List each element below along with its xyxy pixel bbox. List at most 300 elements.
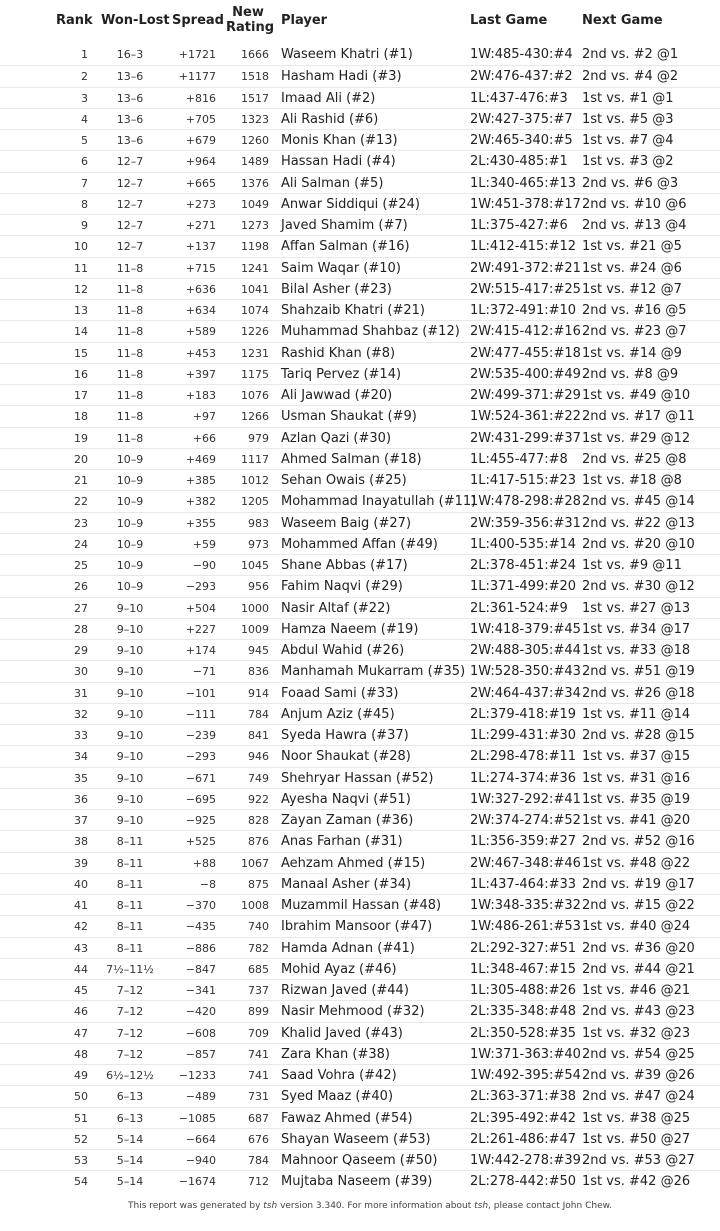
rank-cell: 41: [74, 899, 88, 912]
last-game-cell: 1W:492-395:#54: [470, 1068, 581, 1083]
won-lost-cell: 10–9: [116, 537, 144, 551]
new-rating-cell: 1517: [241, 91, 269, 105]
new-rating-cell: 914: [248, 686, 269, 700]
last-game-cell: 1L:417-515:#23: [470, 473, 577, 488]
player-cell: Manhamah Mukarram (#35): [281, 664, 466, 680]
rank-cell: 1: [81, 48, 88, 61]
won-lost-cell: 10–9: [116, 580, 144, 594]
rank-cell: 44: [74, 962, 88, 976]
spread-cell: −71: [192, 665, 216, 679]
won-lost-cell: 11–8: [116, 367, 144, 381]
spread-cell: −420: [185, 1005, 216, 1019]
header-rank: Rank: [56, 13, 93, 28]
next-game-cell: 2nd vs. #4 @2: [582, 69, 679, 85]
table-row: [0, 257, 720, 278]
table-row: [0, 618, 720, 639]
won-lost-cell: 16–3: [116, 48, 144, 61]
player-cell: Anwar Siddiqui (#24): [281, 196, 421, 212]
next-game-cell: 2nd vs. #53 @27: [582, 1153, 695, 1168]
spread-cell: +397: [185, 367, 216, 381]
player-cell: Manaal Asher (#34): [281, 876, 412, 892]
player-cell: Shane Abbas (#17): [281, 558, 408, 573]
next-game-cell: 2nd vs. #51 @19: [582, 664, 695, 680]
table-row: [0, 1085, 720, 1106]
next-game-cell: 1st vs. #31 @16: [582, 770, 691, 786]
spread-cell: −90: [192, 559, 216, 572]
spread-cell: −847: [185, 962, 216, 976]
last-game-cell: 2W:467-348:#46: [470, 855, 581, 871]
table-row: [0, 448, 720, 469]
last-game-cell: 2L:278-442:#50: [470, 1174, 577, 1190]
spread-cell: +816: [185, 91, 216, 105]
last-game-cell: 1W:442-278:#39: [470, 1153, 581, 1168]
new-rating-cell: 876: [248, 835, 269, 849]
table-row: [0, 299, 720, 320]
rank-cell: 3: [81, 91, 88, 105]
new-rating-cell: 956: [248, 580, 269, 594]
last-game-cell: 1W:371-363:#40: [470, 1046, 581, 1062]
rank-cell: 31: [74, 686, 88, 700]
rank-cell: 32: [74, 707, 88, 721]
next-game-cell: 1st vs. #40 @24: [582, 919, 691, 935]
next-game-cell: 1st vs. #38 @25: [582, 1110, 691, 1126]
player-cell: Mohammed Affan (#49): [281, 536, 438, 552]
spread-cell: +88: [192, 856, 216, 870]
last-game-cell: 2W:374-274:#52: [470, 813, 581, 828]
rank-cell: 14: [74, 325, 88, 339]
player-cell: Nasir Altaf (#22): [281, 600, 391, 616]
new-rating-cell: 1074: [241, 304, 269, 317]
new-rating-cell: 1008: [241, 899, 269, 912]
table-row: [0, 108, 720, 129]
won-lost-cell: 11–8: [116, 346, 144, 360]
spread-cell: +66: [192, 431, 216, 445]
header-won-lost: Won-Lost: [101, 13, 170, 28]
last-game-cell: 2W:427-375:#7: [470, 111, 573, 127]
player-cell: Abdul Wahid (#26): [281, 643, 405, 658]
table-row: [0, 44, 720, 65]
new-rating-cell: 1000: [241, 601, 269, 615]
last-game-cell: 1L:371-499:#20: [470, 579, 577, 595]
rank-cell: 12: [74, 282, 88, 296]
last-game-cell: 2W:488-305:#44: [470, 643, 581, 658]
next-game-cell: 1st vs. #34 @17: [582, 621, 691, 637]
spread-cell: −370: [185, 899, 216, 912]
player-cell: Tariq Pervez (#14): [281, 366, 402, 382]
last-game-cell: 2L:395-492:#42: [470, 1110, 577, 1126]
player-cell: Shehryar Hassan (#52): [281, 770, 434, 786]
footer-text-1: This report was generated by: [128, 1201, 264, 1211]
won-lost-cell: 6–13: [116, 1090, 144, 1104]
player-cell: Aehzam Ahmed (#15): [281, 855, 426, 871]
rank-cell: 48: [74, 1047, 88, 1061]
spread-cell: +227: [185, 622, 216, 636]
rank-cell: 45: [74, 984, 88, 997]
rank-cell: 43: [74, 941, 88, 955]
next-game-cell: 2nd vs. #17 @11: [582, 409, 695, 425]
next-game-cell: 2nd vs. #47 @24: [582, 1089, 695, 1105]
next-game-cell: 2nd vs. #26 @18: [582, 685, 695, 701]
header-last-game: Last Game: [470, 13, 548, 28]
spread-cell: −608: [185, 1026, 216, 1040]
new-rating-cell: 983: [248, 516, 269, 530]
new-rating-cell: 899: [248, 1005, 269, 1019]
won-lost-cell: 9–10: [116, 665, 144, 679]
player-cell: Usman Shaukat (#9): [281, 409, 417, 425]
table-row: [0, 150, 720, 171]
spread-cell: −341: [185, 984, 216, 997]
spread-cell: +97: [192, 410, 216, 424]
last-game-cell: 1W:486-261:#53: [470, 919, 581, 935]
last-game-cell: 1W:348-335:#32: [470, 898, 581, 913]
rank-cell: 13: [74, 304, 88, 317]
player-cell: Nasir Mehmood (#32): [281, 1004, 425, 1020]
rank-cell: 7: [81, 176, 88, 190]
next-game-cell: 1st vs. #35 @19: [582, 791, 691, 807]
rank-cell: 50: [74, 1090, 88, 1104]
next-game-cell: 1st vs. #49 @10: [582, 388, 691, 403]
table-row: [0, 469, 720, 490]
next-game-cell: 2nd vs. #10 @6: [582, 196, 687, 212]
table-row: [0, 745, 720, 766]
rank-cell: 21: [74, 474, 88, 487]
table-row: [0, 1064, 720, 1085]
table-row: [0, 703, 720, 724]
won-lost-cell: 9–10: [116, 729, 144, 742]
player-cell: Ali Rashid (#6): [281, 111, 379, 127]
spread-cell: +525: [185, 835, 216, 849]
spread-cell: +453: [185, 346, 216, 360]
next-game-cell: 1st vs. #18 @8: [582, 473, 682, 488]
rank-cell: 6: [81, 155, 88, 169]
spread-cell: +183: [185, 389, 216, 402]
new-rating-cell: 1041: [241, 282, 269, 296]
table-row: [0, 1000, 720, 1021]
table-row: [0, 958, 720, 979]
won-lost-cell: 7–12: [116, 1047, 144, 1061]
header-spread: Spread: [172, 13, 224, 28]
last-game-cell: 1L:437-464:#33: [470, 876, 577, 892]
last-game-cell: 2L:298-478:#11: [470, 749, 577, 765]
table-row: [0, 873, 720, 894]
next-game-cell: 1st vs. #33 @18: [582, 643, 691, 658]
rank-cell: 29: [74, 644, 88, 657]
new-rating-cell: 784: [248, 707, 269, 721]
last-game-cell: 2W:415-412:#16: [470, 324, 581, 340]
won-lost-cell: 9–10: [116, 771, 144, 785]
last-game-cell: 1W:327-292:#41: [470, 791, 581, 807]
rank-cell: 23: [74, 516, 88, 530]
new-rating-cell: 1009: [241, 622, 269, 636]
next-game-cell: 2nd vs. #20 @10: [582, 536, 695, 552]
rank-cell: 16: [74, 367, 88, 381]
won-lost-cell: 11–8: [116, 431, 144, 445]
player-cell: Zayan Zaman (#36): [281, 813, 414, 828]
footer-program: tsh: [263, 1201, 278, 1211]
next-game-cell: 2nd vs. #19 @17: [582, 876, 695, 892]
player-cell: Mujtaba Naseem (#39): [281, 1174, 433, 1190]
table-row: [0, 1107, 720, 1128]
player-cell: Rizwan Javed (#44): [281, 983, 409, 998]
player-cell: Mahnoor Qaseem (#50): [281, 1153, 438, 1168]
player-cell: Ibrahim Mansoor (#47): [281, 919, 433, 935]
next-game-cell: 2nd vs. #13 @4: [582, 218, 687, 233]
last-game-cell: 1W:478-298:#28: [470, 494, 581, 510]
rank-cell: 15: [74, 346, 88, 360]
next-game-cell: 2nd vs. #30 @12: [582, 579, 695, 595]
last-game-cell: 2W:515-417:#25: [470, 281, 581, 297]
rank-cell: 49: [74, 1069, 88, 1082]
new-rating-cell: 782: [248, 941, 269, 955]
spread-cell: −239: [185, 729, 216, 742]
spread-cell: −111: [185, 707, 216, 721]
won-lost-cell: 11–8: [116, 389, 144, 402]
player-cell: Fawaz Ahmed (#54): [281, 1110, 413, 1126]
next-game-cell: 1st vs. #1 @1: [582, 90, 674, 106]
spread-cell: +705: [185, 112, 216, 126]
spread-cell: +355: [185, 516, 216, 530]
last-game-cell: 1L:372-491:#10: [470, 303, 577, 318]
table-row: [0, 512, 720, 533]
next-game-cell: 2nd vs. #39 @26: [582, 1068, 695, 1083]
table-row: [0, 533, 720, 554]
player-cell: Imaad Ali (#2): [281, 90, 376, 106]
won-lost-cell: 13–6: [116, 91, 144, 105]
rank-cell: 20: [74, 452, 88, 466]
spread-cell: +469: [185, 452, 216, 466]
player-cell: Anjum Aziz (#45): [281, 706, 395, 722]
new-rating-cell: 712: [248, 1175, 269, 1189]
next-game-cell: 1st vs. #9 @11: [582, 558, 682, 573]
rank-cell: 18: [74, 410, 88, 424]
last-game-cell: 2L:350-528:#35: [470, 1025, 577, 1041]
new-rating-cell: 1226: [241, 325, 269, 339]
spread-cell: −1233: [178, 1069, 216, 1082]
spread-cell: −940: [185, 1154, 216, 1167]
table-row: [0, 65, 720, 86]
spread-cell: +636: [185, 282, 216, 296]
last-game-cell: 1W:528-350:#43: [470, 664, 581, 680]
table-row: [0, 639, 720, 660]
last-game-cell: 1L:455-477:#8: [470, 451, 568, 467]
new-rating-cell: 946: [248, 750, 269, 764]
last-game-cell: 1W:418-379:#45: [470, 621, 581, 637]
next-game-cell: 1st vs. #24 @6: [582, 260, 682, 276]
table-row: [0, 87, 720, 108]
player-cell: Foaad Sami (#33): [281, 685, 399, 701]
last-game-cell: 2W:431-299:#37: [470, 430, 581, 446]
won-lost-cell: 12–7: [116, 155, 144, 169]
spread-cell: +137: [185, 240, 216, 254]
next-game-cell: 1st vs. #7 @4: [582, 133, 674, 148]
table-row: [0, 554, 720, 575]
won-lost-cell: 8–11: [116, 856, 144, 870]
won-lost-cell: 5–14: [116, 1154, 144, 1167]
rank-cell: 37: [74, 814, 88, 827]
spread-cell: +273: [185, 197, 216, 211]
new-rating-cell: 1198: [241, 240, 269, 254]
new-rating-cell: 1076: [241, 389, 269, 402]
won-lost-cell: 13–6: [116, 70, 144, 84]
last-game-cell: 2W:491-372:#21: [470, 260, 581, 276]
new-rating-cell: 1175: [241, 367, 269, 381]
table-row: [0, 384, 720, 405]
table-row: [0, 660, 720, 681]
player-cell: Saad Vohra (#42): [281, 1068, 397, 1083]
rank-cell: 47: [74, 1026, 88, 1040]
rank-cell: 22: [74, 495, 88, 509]
last-game-cell: 2L:335-348:#48: [470, 1004, 577, 1020]
player-cell: Syed Maaz (#40): [281, 1089, 394, 1105]
player-cell: Affan Salman (#16): [281, 239, 410, 255]
won-lost-cell: 12–7: [116, 240, 144, 254]
player-cell: Saim Waqar (#10): [281, 260, 401, 276]
player-cell: Muzammil Hassan (#48): [281, 898, 442, 913]
player-cell: Ali Salman (#5): [281, 175, 384, 191]
won-lost-cell: 8–11: [116, 835, 144, 849]
rank-cell: 51: [74, 1111, 88, 1125]
rank-cell: 25: [74, 559, 88, 572]
last-game-cell: 2W:476-437:#2: [470, 69, 573, 85]
won-lost-cell: 5–14: [116, 1175, 144, 1189]
new-rating-cell: 828: [248, 814, 269, 827]
last-game-cell: 2L:378-451:#24: [470, 558, 577, 573]
spread-cell: +271: [185, 219, 216, 232]
rank-cell: 53: [74, 1154, 88, 1167]
player-cell: Azlan Qazi (#30): [281, 430, 392, 446]
spread-cell: −695: [185, 792, 216, 806]
last-game-cell: 2L:430-485:#1: [470, 154, 568, 170]
last-game-cell: 1L:348-467:#15: [470, 961, 577, 977]
rank-cell: 19: [74, 431, 88, 445]
rank-cell: 28: [74, 622, 88, 636]
player-cell: Anas Farhan (#31): [281, 834, 403, 850]
table-row: [0, 1022, 720, 1043]
table-row: [0, 342, 720, 363]
last-game-cell: 1W:485-430:#4: [470, 47, 573, 62]
table-row: [0, 682, 720, 703]
player-cell: Rashid Khan (#8): [281, 345, 396, 361]
spread-cell: −8: [199, 877, 216, 891]
new-rating-cell: 1049: [241, 197, 269, 211]
spread-cell: +382: [185, 495, 216, 509]
spread-cell: +1721: [178, 48, 216, 61]
last-game-cell: 1L:305-488:#26: [470, 983, 577, 998]
table-row: [0, 597, 720, 618]
new-rating-cell: 945: [248, 644, 269, 657]
last-game-cell: 2W:535-400:#49: [470, 366, 581, 382]
player-cell: Zara Khan (#38): [281, 1046, 390, 1062]
last-game-cell: 2W:359-356:#31: [470, 515, 581, 531]
next-game-cell: 2nd vs. #36 @20: [582, 940, 695, 956]
new-rating-cell: 1045: [241, 559, 269, 572]
header-new-rating: [226, 5, 275, 35]
won-lost-cell: 10–9: [116, 516, 144, 530]
player-cell: Fahim Naqvi (#29): [281, 579, 403, 595]
rank-cell: 9: [81, 219, 88, 232]
table-row: [0, 894, 720, 915]
last-game-cell: 1L:356-359:#27: [470, 834, 577, 850]
player-cell: Waseem Khatri (#1): [281, 47, 413, 62]
next-game-cell: 2nd vs. #45 @14: [582, 494, 695, 510]
spread-cell: −435: [185, 920, 216, 934]
new-rating-cell: 741: [248, 1047, 269, 1061]
table-row: [0, 405, 720, 426]
won-lost-cell: 13–6: [116, 112, 144, 126]
footer-program-2: tsh: [474, 1201, 489, 1211]
spread-cell: +59: [192, 537, 216, 551]
player-cell: Bilal Asher (#23): [281, 281, 392, 297]
rank-cell: 52: [74, 1132, 88, 1146]
won-lost-cell: 10–9: [116, 495, 144, 509]
table-row: [0, 575, 720, 596]
rank-cell: 35: [74, 771, 88, 785]
spread-cell: −925: [185, 814, 216, 827]
new-rating-cell: 875: [248, 877, 269, 891]
player-cell: Shayan Waseem (#53): [281, 1131, 431, 1147]
won-lost-cell: 9–10: [116, 601, 144, 615]
table-row: [0, 830, 720, 851]
new-rating-cell: 731: [248, 1090, 269, 1104]
spread-cell: +504: [185, 601, 216, 615]
won-lost-cell: 7–12: [116, 984, 144, 997]
won-lost-cell: 11–8: [116, 410, 144, 424]
player-cell: Mohammad Inayatullah (#11): [281, 494, 477, 510]
table-row: [0, 193, 720, 214]
next-game-cell: 1st vs. #12 @7: [582, 281, 682, 297]
last-game-cell: 1L:340-465:#13: [470, 175, 577, 191]
won-lost-cell: 7–12: [116, 1026, 144, 1040]
won-lost-cell: 11–8: [116, 304, 144, 317]
last-game-cell: 2L:261-486:#47: [470, 1131, 577, 1147]
won-lost-cell: 7–12: [116, 1005, 144, 1019]
last-game-cell: 1W:524-361:#22: [470, 409, 581, 425]
won-lost-cell: 6½–12½: [106, 1069, 154, 1082]
next-game-cell: 2nd vs. #16 @5: [582, 303, 687, 318]
next-game-cell: 1st vs. #11 @14: [582, 706, 691, 722]
next-game-cell: 1st vs. #42 @26: [582, 1174, 691, 1190]
new-rating-cell: 1117: [241, 452, 269, 466]
player-cell: Monis Khan (#13): [281, 133, 398, 148]
won-lost-cell: 12–7: [116, 176, 144, 190]
won-lost-cell: 10–9: [116, 559, 144, 572]
rank-cell: 39: [74, 856, 88, 870]
spread-cell: −857: [185, 1047, 216, 1061]
player-cell: Hamza Naeem (#19): [281, 621, 419, 637]
last-game-cell: 2W:464-437:#34: [470, 685, 581, 701]
spread-cell: −886: [185, 941, 216, 955]
footer-text-3: , please contact John Chew.: [488, 1201, 612, 1211]
last-game-cell: 1L:412-415:#12: [470, 239, 577, 255]
next-game-cell: 2nd vs. #43 @23: [582, 1004, 695, 1020]
footer-text-2: version 3.340. For more information about: [277, 1201, 475, 1211]
player-cell: Sehan Owais (#25): [281, 473, 407, 488]
rank-cell: 4: [81, 112, 88, 126]
won-lost-cell: 9–10: [116, 750, 144, 764]
new-rating-cell: 1067: [241, 856, 269, 870]
table-row: [0, 724, 720, 745]
spread-cell: −664: [185, 1132, 216, 1146]
next-game-cell: 1st vs. #37 @15: [582, 749, 691, 765]
last-game-cell: 2L:292-327:#51: [470, 940, 577, 956]
won-lost-cell: 8–11: [116, 877, 144, 891]
next-game-cell: 2nd vs. #6 @3: [582, 175, 679, 191]
next-game-cell: 2nd vs. #25 @8: [582, 451, 687, 467]
table-row: [0, 767, 720, 788]
spread-cell: +679: [185, 134, 216, 147]
last-game-cell: 2W:465-340:#5: [470, 133, 573, 148]
spread-cell: −293: [185, 580, 216, 594]
